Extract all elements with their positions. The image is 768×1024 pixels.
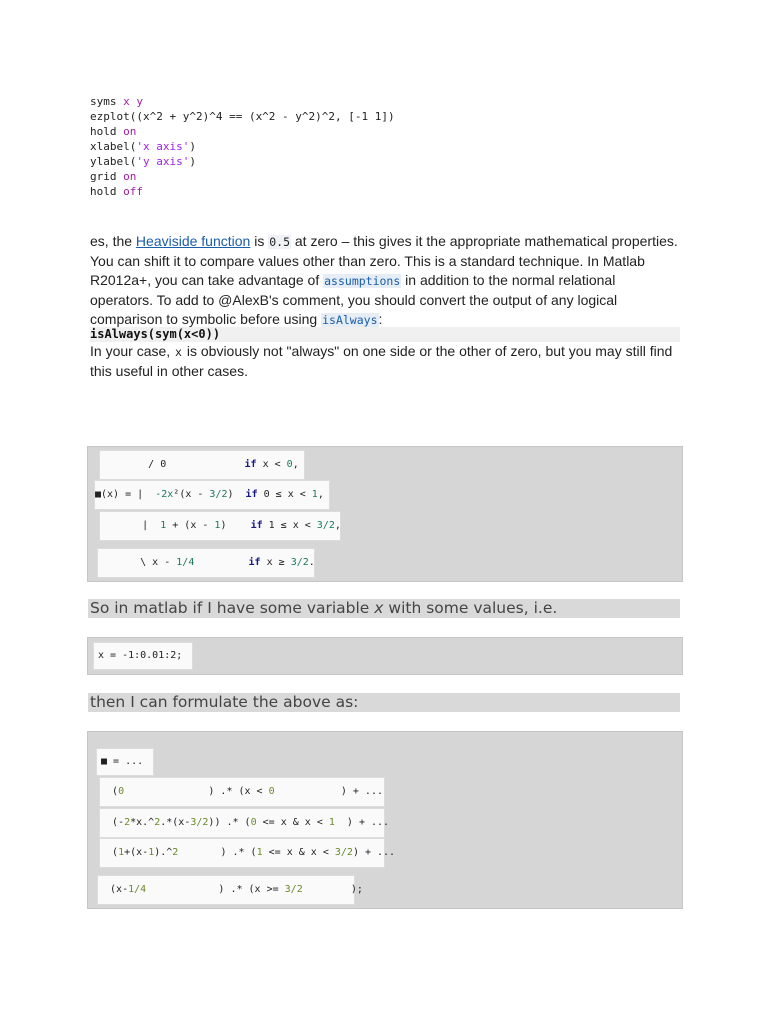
inline-code: x [175, 345, 182, 359]
text: with some values, i.e. [383, 599, 558, 617]
math-number: 1 [311, 489, 318, 500]
code-number: 1 [256, 847, 263, 858]
code-token: on [116, 170, 137, 183]
math-token: , [292, 459, 299, 470]
code-number: 2 [172, 847, 179, 858]
math-token: x < [256, 459, 287, 470]
text: is obviously not "always" on one side or the other of zero, but you may still find this useful in other cases. [90, 343, 673, 379]
section-heading [88, 599, 680, 618]
math-number: 3/2 [316, 520, 335, 531]
math-token: / 0 [100, 459, 167, 470]
math-token: + (x - [166, 520, 215, 531]
code-number: 3/2 [190, 817, 209, 828]
piecewise-row [94, 480, 330, 510]
heaviside-link[interactable]: Heaviside function [135, 233, 251, 249]
code-number: 0 [250, 817, 257, 828]
code-token: grid [90, 170, 117, 183]
code-line [90, 124, 395, 139]
math-variable: x [374, 599, 384, 617]
expr-row: ■ = ... [96, 748, 154, 776]
code-token: hold [90, 185, 117, 198]
text: is [250, 233, 269, 249]
code-token: xlabel( [90, 140, 137, 153]
math-token: , [317, 489, 324, 500]
math-token: . [308, 557, 315, 568]
code-token: )) .* ( [208, 817, 251, 828]
expr-row [99, 838, 396, 868]
code-token: ) .* ( [178, 847, 257, 858]
code-line [90, 94, 395, 109]
math-token: \ x - [98, 557, 177, 568]
math-number: 3/2 [290, 557, 309, 568]
math-number: 1 [160, 520, 167, 531]
math-token: 0 ≤ x < [257, 489, 312, 500]
math-number: 1 [214, 520, 221, 531]
code-block [90, 94, 395, 199]
code-token: ) .* (x < [124, 786, 269, 797]
code-token: ).^ [154, 847, 173, 858]
code-token: *x.^ [130, 817, 155, 828]
math-number: 1/4 [176, 557, 195, 568]
answer-paragraph-2 [90, 342, 680, 381]
code-token: <= x & x < [256, 817, 329, 828]
inline-code: 0.5 [269, 235, 290, 249]
math-token: ) [227, 489, 246, 500]
code-line [90, 154, 395, 169]
math-token: ) [220, 520, 251, 531]
math-keyword: if [244, 459, 257, 470]
code-token: ( [100, 847, 119, 858]
piecewise-row [99, 450, 305, 480]
section-heading: then I can formulate the above as: [88, 693, 680, 712]
math-keyword: if [245, 489, 258, 500]
math-number: 3/2 [209, 489, 228, 500]
math-token: , [334, 520, 341, 531]
code-line [90, 184, 395, 199]
code-line [90, 169, 395, 184]
code-token: (- [100, 817, 125, 828]
code-token: ) [189, 140, 196, 153]
math-token: (x - [179, 489, 210, 500]
code-string: 'y axis' [136, 155, 190, 168]
code-token: off [116, 185, 143, 198]
math-token: ■(x) = | [95, 489, 156, 500]
code-token: ylabel( [90, 155, 137, 168]
code-number: 3/2 [284, 884, 303, 895]
text: in addition to the normal relational operators. To add to @AlexB's comment, you should convert the output of any logical comparison to symbolic before using [90, 272, 618, 327]
code-number: 0 [268, 786, 275, 797]
piecewise-row [97, 548, 315, 578]
code-token: ( [100, 786, 119, 797]
math-token: 1 ≤ x < [262, 520, 317, 531]
math-token: | [100, 520, 161, 531]
code-token: ); [302, 884, 363, 895]
code-token: (x- [98, 884, 129, 895]
math-keyword: if [250, 520, 263, 531]
code-number: 1 [148, 847, 155, 858]
inline-code: isAlways [322, 313, 378, 327]
text: es, the [90, 233, 136, 249]
math-token: x ≥ [260, 557, 291, 568]
code-token: +(x- [124, 847, 149, 858]
code-token: x y [116, 95, 143, 108]
code-token: syms [90, 95, 117, 108]
code-token: ) [189, 155, 196, 168]
code-number: 1 [328, 817, 335, 828]
math-number: 0 [286, 459, 293, 470]
math-keyword: if [248, 557, 261, 568]
code-number: 3/2 [334, 847, 353, 858]
code-token: on [116, 125, 137, 138]
code-token: hold [90, 125, 117, 138]
code-token: <= x & x < [262, 847, 335, 858]
expr-row [97, 875, 363, 905]
text: at zero – this gives it the appropriate mathematical properties. You can shift it to compare values other than zero. This is a standard technique. In Matlab R2012a+, you can take advantage of [90, 233, 678, 288]
code-number: 1 [118, 847, 125, 858]
math-token: ² [173, 489, 180, 500]
piecewise-row [99, 511, 341, 541]
code-line-isalways: isAlways(sym(x<0)) [90, 327, 680, 342]
code-token: ) + ... [334, 817, 390, 828]
code-token: ) + ... [352, 847, 396, 858]
math-number: -2x [155, 489, 174, 500]
code-number: 2 [154, 817, 161, 828]
math-token [194, 557, 248, 568]
inline-code: assumptions [324, 274, 401, 288]
text: In your case, [90, 343, 175, 359]
math-token [166, 459, 244, 470]
expr-row [99, 808, 390, 838]
assign-code: x = -1:0.01:2; [93, 642, 193, 670]
code-line [90, 139, 395, 154]
code-line: ezplot((x^2 + y^2)^4 == (x^2 - y^2)^2, [-1 1]) [90, 110, 395, 123]
text: So in matlab if I have some variable [90, 599, 375, 617]
expr-row [99, 777, 385, 807]
code-token: ) + ... [274, 786, 383, 797]
code-token: .*(x- [160, 817, 191, 828]
text: : [378, 311, 383, 327]
code-number: 0 [118, 786, 125, 797]
code-token: ) .* (x >= [146, 884, 285, 895]
code-string: 'x axis' [136, 140, 190, 153]
code-number: 2 [124, 817, 131, 828]
code-number: 1/4 [128, 884, 147, 895]
answer-paragraph [90, 232, 680, 330]
